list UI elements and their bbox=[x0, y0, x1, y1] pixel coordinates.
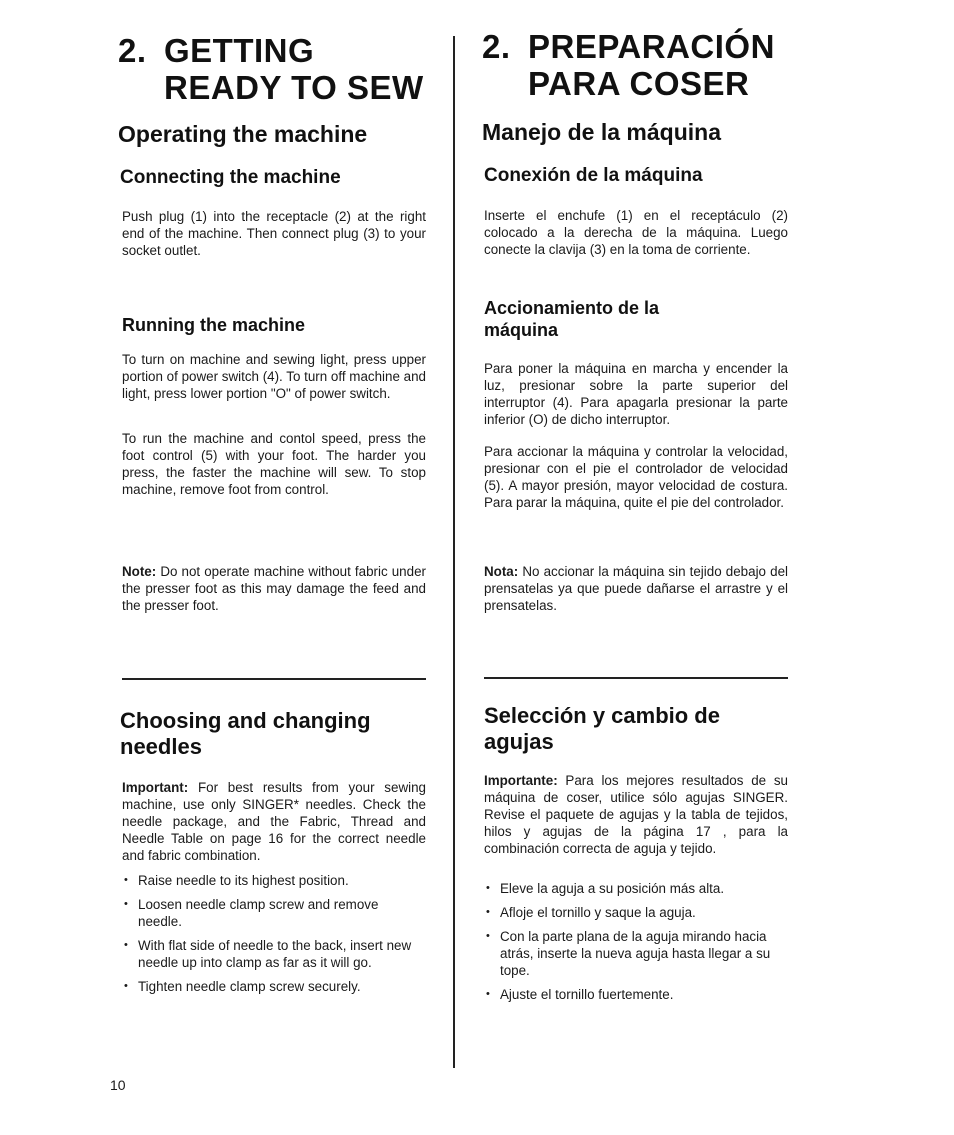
section-title: Manejo de la máquina bbox=[482, 119, 721, 145]
important-text: For best results from your sewing machine, use only SINGER* needles. Check the needle package, and the Fabric, Thread and Needle Table on page 16 for the correct needle and fabric combination. bbox=[122, 780, 426, 863]
connecting-text: Inserte el enchufe (1) en el receptáculo (2) colocado a la derecha de la máquina. Luego conecte la clavija (3) en la toma de corriente. bbox=[484, 208, 788, 257]
list-item: • Loosen needle clamp screw and remove needle. bbox=[122, 896, 426, 930]
running-text-2: To run the machine and contol speed, press the foot control (5) with your foot. The harder you press, the faster the machine will sew. To stop machine, remove foot from control. bbox=[122, 431, 426, 497]
running-heading-line1: Accionamiento de la bbox=[484, 298, 660, 318]
important-text: Para los mejores resultados de su máquina de coser, utilice sólo agujas SINGER. Revise el paquete de agujas y la tabla de tejidos, hilos y agujas de la página 17 , para la combinación correcta de aguja y tejido. bbox=[484, 773, 788, 856]
chapter-number: 2. bbox=[482, 28, 511, 65]
chapter-title-line2: READY TO SEW bbox=[164, 69, 424, 106]
running-text-2: Para accionar la máquina y controlar la velocidad, presionar con el pie el controlador de velocidad (5). A mayor presión, mayor velocidad de costura. Para parar la máquina, quite el pie del controlador. bbox=[484, 444, 788, 510]
list-item: • Con la parte plana de la aguja mirando hacia atrás, inserte la nueva aguja hasta llegar a su tope. bbox=[484, 928, 788, 979]
chapter-title-line1: PREPARACIÓN bbox=[528, 28, 775, 65]
page-number: 10 bbox=[110, 1077, 126, 1093]
running-text-1: Para poner la máquina en marcha y encender la luz, presionar sobre la parte superior del interruptor (4). Para apagarla presionar la parte inferior (O) de dicho interruptor. bbox=[484, 361, 788, 427]
list-item: • With flat side of needle to the back, insert new needle up into clamp as far as it will go. bbox=[122, 937, 426, 971]
list-item: • Raise needle to its highest position. bbox=[122, 872, 426, 889]
column-divider bbox=[453, 36, 455, 1068]
note-label: Note: bbox=[122, 564, 157, 579]
important-label: Importante: bbox=[484, 773, 558, 788]
running-heading bbox=[484, 297, 784, 341]
connecting-text: Push plug (1) into the receptacle (2) at the right end of the machine. Then connect plug (3) to your socket outlet. bbox=[122, 209, 426, 258]
chapter-title-es bbox=[482, 28, 802, 102]
important-paragraph bbox=[484, 772, 788, 857]
section-rule bbox=[484, 677, 788, 679]
chapter-title-en bbox=[118, 32, 438, 106]
note-text: Do not operate machine without fabric under the presser foot as this may damage the feed and the presser foot. bbox=[122, 564, 426, 613]
section-title: Operating the machine bbox=[118, 121, 368, 147]
note-paragraph bbox=[484, 563, 788, 614]
important-paragraph bbox=[122, 779, 426, 864]
chapter-title-line1: GETTING bbox=[164, 32, 315, 69]
chapter-title-line2: PARA COSER bbox=[528, 65, 750, 102]
note-label: Nota: bbox=[484, 564, 519, 579]
running-heading-line2: máquina bbox=[484, 320, 559, 340]
needles-heading: Selección y cambio de agujas bbox=[484, 703, 720, 754]
running-heading: Running the machine bbox=[122, 315, 306, 335]
important-label: Important: bbox=[122, 780, 189, 795]
needles-heading: Choosing and changing needles bbox=[120, 708, 371, 759]
chapter-number: 2. bbox=[118, 32, 147, 69]
needle-steps-list bbox=[122, 872, 426, 995]
list-item: • Afloje el tornillo y saque la aguja. bbox=[484, 904, 788, 921]
connecting-heading: Conexión de la máquina bbox=[484, 165, 703, 186]
running-text-1: To turn on machine and sewing light, press upper portion of power switch (4). To turn off machine and light, press lower portion "O" of power switch. bbox=[122, 352, 426, 401]
needle-steps-list bbox=[484, 880, 788, 1003]
note-text: No accionar la máquina sin tejido debajo del prensatelas ya que puede dañarse el arrastre y el prensatelas. bbox=[484, 564, 788, 613]
section-rule bbox=[122, 678, 426, 680]
list-item: • Tighten needle clamp screw securely. bbox=[122, 978, 426, 995]
note-paragraph bbox=[122, 563, 426, 614]
connecting-heading: Connecting the machine bbox=[120, 167, 341, 188]
list-item: • Ajuste el tornillo fuertemente. bbox=[484, 986, 788, 1003]
list-item: • Eleve la aguja a su posición más alta. bbox=[484, 880, 788, 897]
